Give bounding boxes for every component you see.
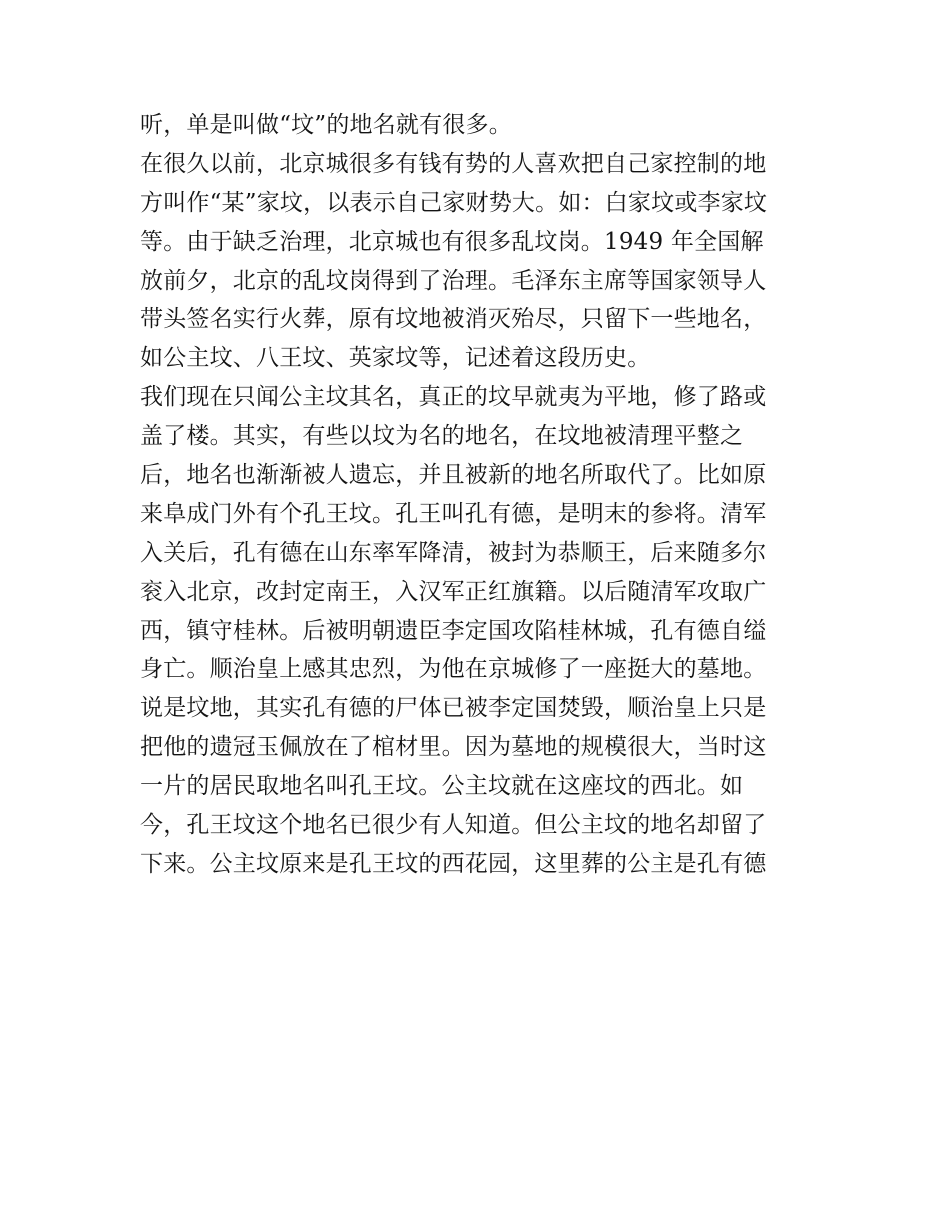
text-line: 如公主坟、八王坟、英家坟等，记述着这段历史。: [140, 345, 651, 372]
text-line: 把他的遗冠玉佩放在了棺材里。因为墓地的规模很大，当时这: [140, 734, 767, 761]
text-line: 听，单是叫做“坟”的地名就有很多。: [140, 112, 512, 138]
text-line: 入关后，孔有德在山东率军降清，被封为恭顺王，后来随多尔: [140, 539, 767, 566]
text-line: 说是坟地，其实孔有德的尸体已被李定国焚毁，顺治皇上只是: [140, 695, 767, 722]
text-line: 方叫作“某”家坟，以表示自己家财势大。如：白家坟或李家坟: [140, 189, 768, 216]
text-line: 今，孔王坟这个地名已很少有人知道。但公主坟的地名却留了: [140, 812, 767, 839]
text-line: 盖了楼。其实，有些以坟为名的地名，在坟地被清理平整之: [140, 423, 744, 450]
text-line: 下来。公主坟原来是孔王坟的西花园，这里葬的公主是孔有德: [140, 850, 767, 877]
text-line: 身亡。顺治皇上感其忠烈，为他在京城修了一座挺大的墓地。: [140, 656, 767, 683]
text-line: 带头签名实行火葬，原有坟地被消灭殆尽，只留下一些地名，: [140, 306, 767, 333]
text-line: 后，地名也渐渐被人遗忘，并且被新的地名所取代了。比如原: [140, 462, 767, 489]
text-line: 在很久以前，北京城很多有钱有势的人喜欢把自己家控制的地: [140, 150, 767, 177]
text-line: 放前夕，北京的乱坟岗得到了治理。毛泽东主席等国家领导人: [140, 267, 767, 294]
body-text: [140, 106, 820, 884]
text-line: 等。由于缺乏治理，北京城也有很多乱坟岗。1949 年全国解: [140, 228, 764, 255]
text-line: 一片的居民取地名叫孔王坟。公主坟就在这座坟的西北。如: [140, 773, 744, 800]
text-line: 衮入北京，改封定南王，入汉军正红旗籍。以后随清军攻取广: [140, 578, 767, 605]
text-line: 来阜成门外有个孔王坟。孔王叫孔有德，是明末的参将。清军: [140, 500, 767, 527]
text-line: 西，镇守桂林。后被明朝遗臣李定国攻陷桂林城，孔有德自缢: [140, 617, 767, 644]
text-line: 我们现在只闻公主坟其名，真正的坟早就夷为平地，修了路或: [140, 384, 767, 411]
